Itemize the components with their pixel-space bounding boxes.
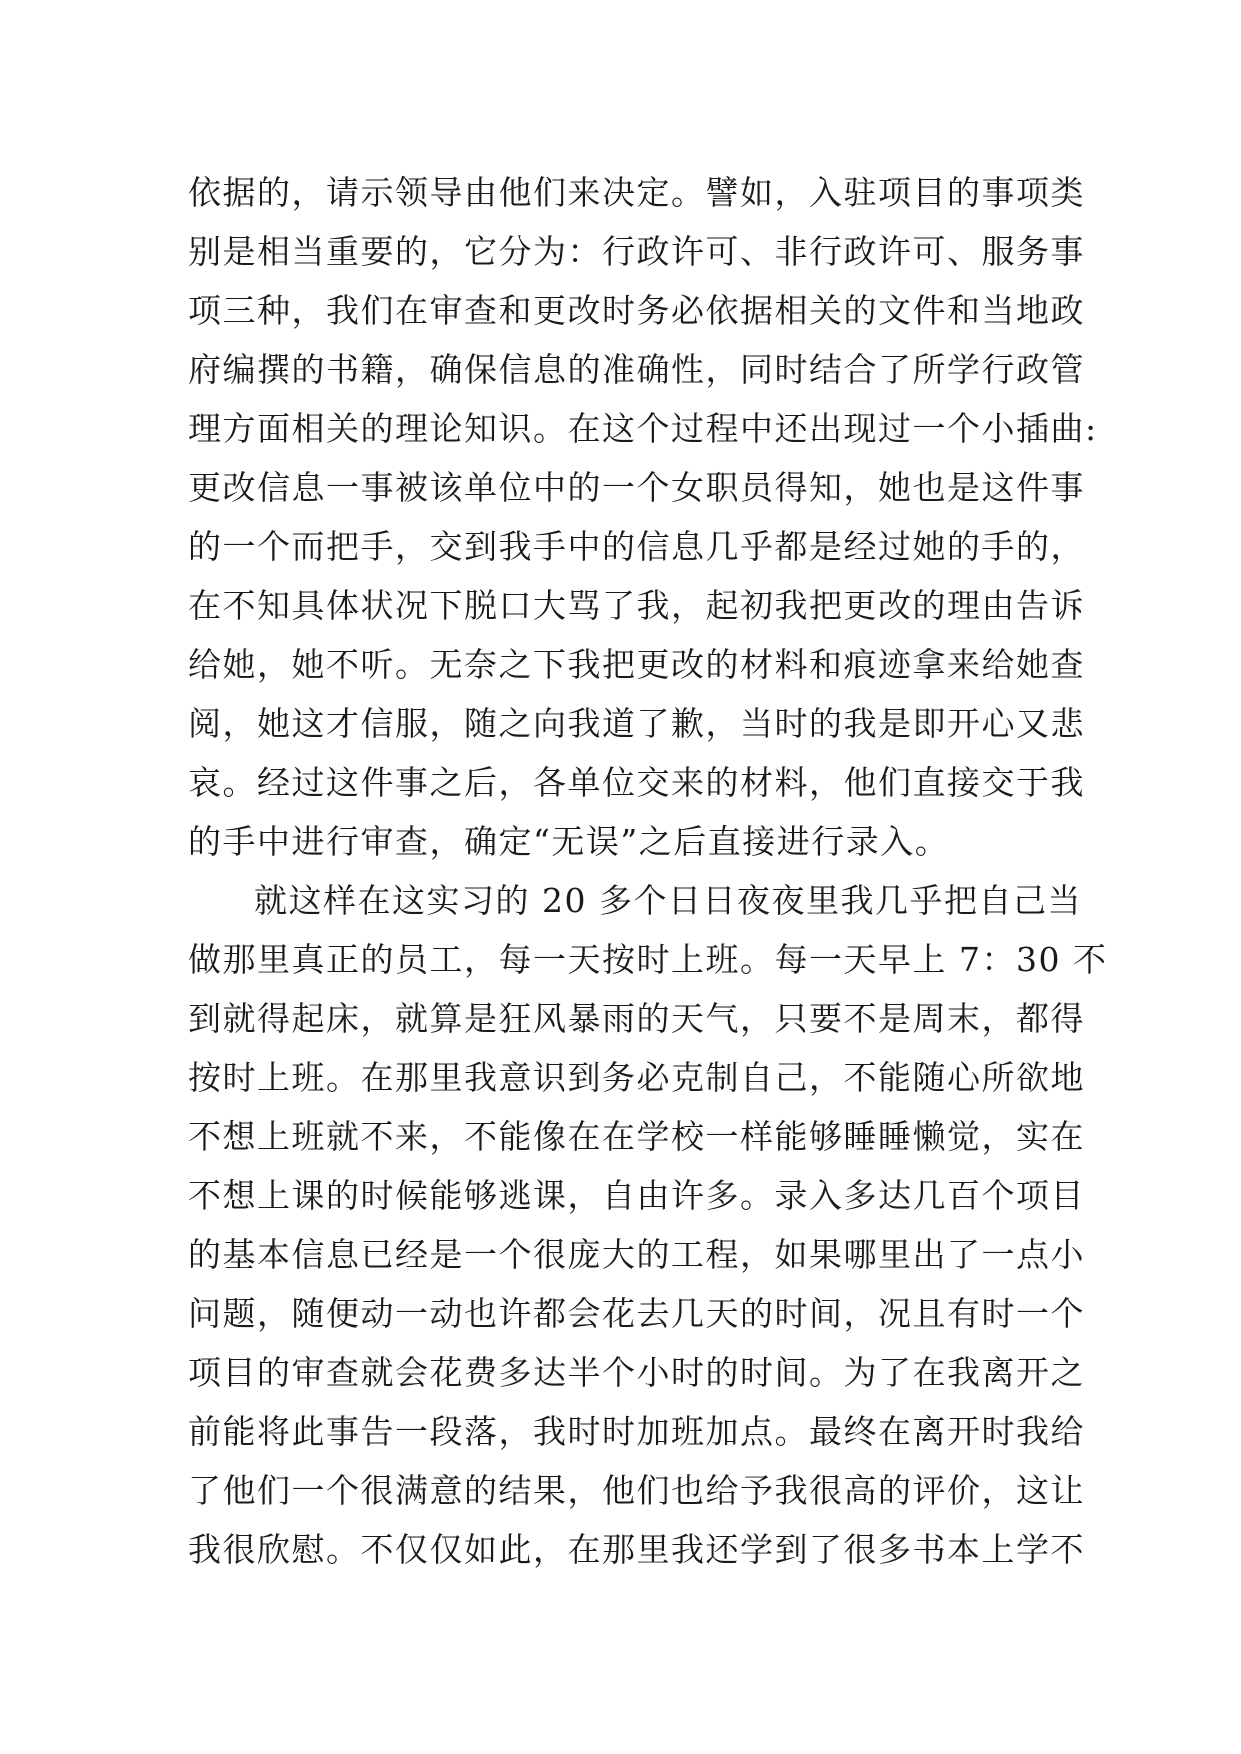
text-line: 问题，随便动一动也许都会花去几天的时间，况且有时一个 [188, 1294, 1085, 1333]
text-line: 不想上班就不来，不能像在在学校一样能够睡睡懒觉，实在 [188, 1117, 1085, 1156]
text-line: 更改信息一事被该单位中的一个女职员得知，她也是这件事 [188, 468, 1085, 507]
text-line: 不想上课的时候能够逃课，自由许多。录入多达几百个项目 [188, 1176, 1085, 1215]
text-line: 按时上班。在那里我意识到务必克制自己，不能随心所欲地 [188, 1058, 1085, 1097]
text-line: 到就得起床，就算是狂风暴雨的天气，只要不是周末，都得 [188, 999, 1085, 1038]
text-line: 在不知具体状况下脱口大骂了我，起初我把更改的理由告诉 [188, 586, 1085, 625]
text-line: 哀。经过这件事之后，各单位交来的材料，他们直接交于我 [188, 763, 1085, 802]
text-line: 的手中进行审查，确定“无误”之后直接进行录入。 [188, 822, 950, 861]
paragraph-first-line: 就这样在这实习的 20 多个日日夜夜里我几乎把自己当 [254, 881, 1082, 920]
text-line: 阅，她这才信服，随之向我道了歉，当时的我是即开心又悲 [188, 704, 1085, 743]
text-line: 别是相当重要的，它分为：行政许可、非行政许可、服务事 [188, 232, 1085, 271]
text-line: 给她，她不听。无奈之下我把更改的材料和痕迹拿来给她查 [188, 645, 1085, 684]
text-line: 我很欣慰。不仅仅如此，在那里我还学到了很多书本上学不 [188, 1530, 1085, 1569]
text-line: 项三种，我们在审查和更改时务必依据相关的文件和当地政 [188, 291, 1085, 330]
text-line: 的一个而把手，交到我手中的信息几乎都是经过她的手的， [188, 527, 1085, 566]
text-line: 前能将此事告一段落，我时时加班加点。最终在离开时我给 [188, 1412, 1085, 1451]
text-line: 依据的，请示领导由他们来决定。譬如，入驻项目的事项类 [188, 173, 1085, 212]
text-line: 做那里真正的员工，每一天按时上班。每一天早上 7：30 不 [188, 940, 1108, 979]
text-line: 的基本信息已经是一个很庞大的工程，如果哪里出了一点小 [188, 1235, 1085, 1274]
text-line: 项目的审查就会花费多达半个小时的时间。为了在我离开之 [188, 1353, 1085, 1392]
text-line: 了他们一个很满意的结果，他们也给予我很高的评价，这让 [188, 1471, 1085, 1510]
text-line: 理方面相关的理论知识。在这个过程中还出现过一个小插曲: [188, 409, 1098, 448]
body-text [188, 163, 1108, 1579]
text-line: 府编撰的书籍，确保信息的准确性，同时结合了所学行政管 [188, 350, 1085, 389]
